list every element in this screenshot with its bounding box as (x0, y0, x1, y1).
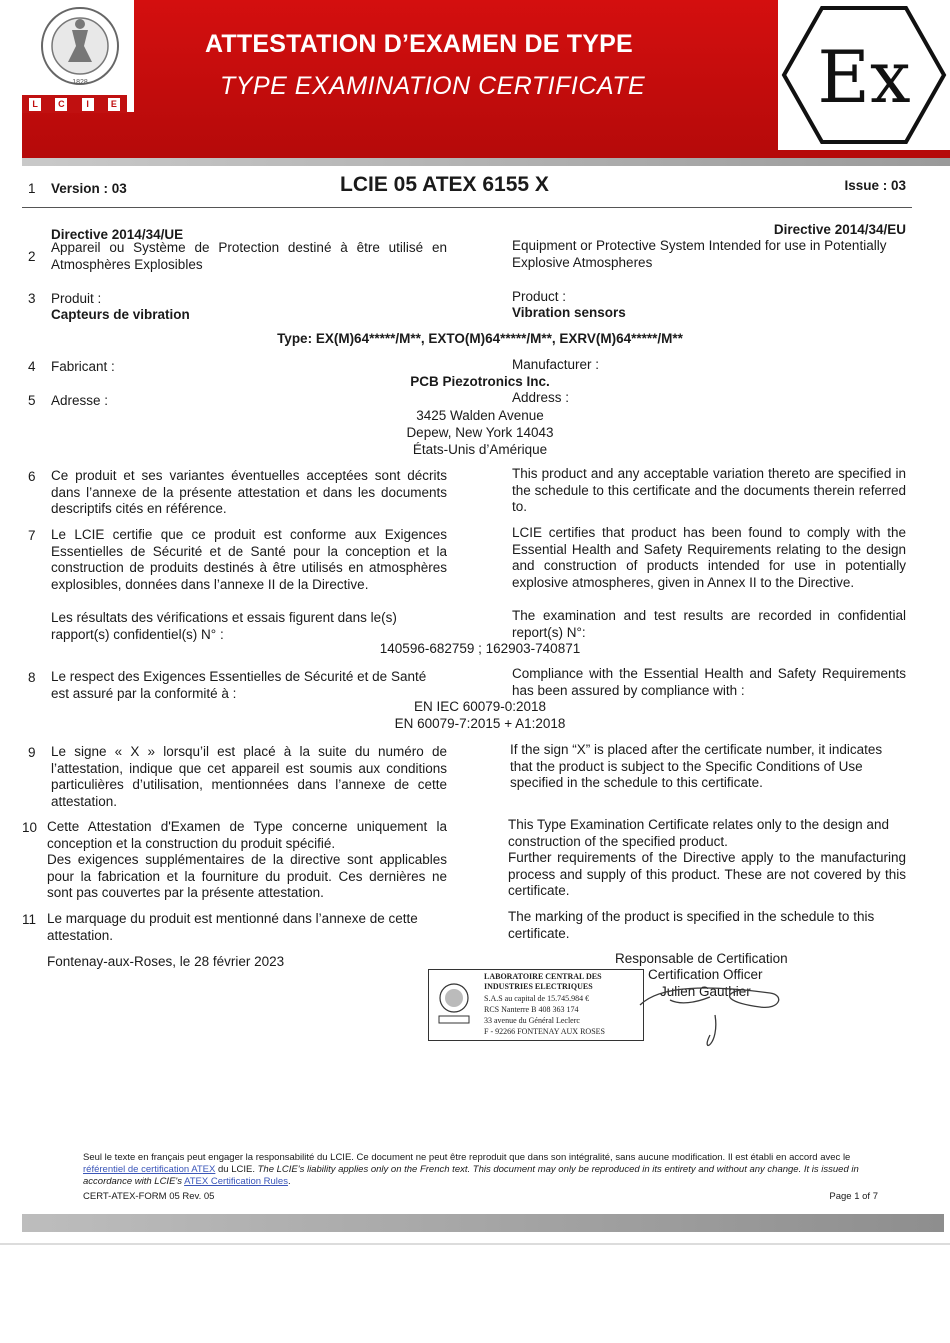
lcie-letter: L (29, 98, 41, 111)
section-number: 4 (28, 359, 36, 374)
stamp-logo-icon (437, 980, 471, 1024)
product-label-en: Product : (512, 289, 567, 304)
stamp-line: LABORATOIRE CENTRAL DES (484, 972, 602, 981)
address-line: Depew, New York 14043 (406, 425, 554, 440)
footer-text-fr: Seul le texte en français peut engager la responsabilité du LCIE. Ce document ne peut être reproduit que dans son intégralité, sans aucune modification. Il est établi en accord avec le (83, 1152, 851, 1163)
company-stamp (428, 969, 644, 1041)
s7-text-en: LCIE certifies that product has been found to comply with the Essential Health and Safety Requirements relating to the design and construction of products intended for use in potentially explosive atmospheres, given in Annex II to the Directive. (512, 525, 906, 590)
s10-text-fr: Cette Attestation d'Examen de Type concerne uniquement la conception et la construction du produit spécifié. (47, 819, 447, 851)
certificate-number: LCIE 05 ATEX 6155 X (340, 173, 549, 196)
product-value-en: Vibration sensors (512, 305, 626, 320)
atex-referential-link[interactable]: référentiel de certification ATEX (83, 1164, 216, 1175)
version: Version : 03 (51, 181, 127, 196)
s9-text-en: If the sign “X” is placed after the certificate number, it indicates that the product is subject to the Specific Conditions of Use specified in the schedule to this certificate. (510, 742, 883, 790)
section-number: 3 (28, 291, 36, 306)
stamp-line: RCS Nanterre B 408 363 174 (484, 1005, 579, 1014)
s2-text-fr: Appareil ou Système de Protection destiné à être utilisé en Atmosphères Explosibles (51, 240, 447, 272)
ex-hexagon-icon (778, 0, 950, 150)
footer-disclaimer (83, 1152, 878, 1188)
divider (22, 207, 912, 208)
s10-text-en-2: Further requirements of the Directive apply to the manufacturing process and supply of this product. These are not covered by this certificate. (508, 850, 906, 898)
title-french: ATTESTATION D’EXAMEN DE TYPE (205, 30, 633, 58)
manufacturer-name: PCB Piezotronics Inc. (410, 374, 550, 389)
s8-text-en: Compliance with the Essential Health and Safety Requirements has been assured by compliance with : (512, 666, 906, 698)
section-number: 8 (28, 670, 36, 685)
footer-text-en-end: . (287, 1176, 291, 1187)
footer-text-fr-end: du LCIE. (218, 1164, 255, 1175)
directive-fr: Directive 2014/34/UE (51, 227, 184, 242)
address-line: 3425 Walden Avenue (416, 408, 544, 423)
product-type: Type: EX(M)64*****/M**, EXTO(M)64*****/M**, EXRV(M)64*****/M** (277, 331, 683, 346)
footer-text-en: The LCIE's liability applies only on the French text. This document may only be reproduced in its entirety and without any change. It is issued in accordance with LCIE's (83, 1164, 859, 1187)
lcie-letter: E (108, 98, 120, 111)
s11-text-en: The marking of the product is specified in the schedule to this certificate. (508, 909, 875, 941)
manufacturer-label-fr: Fabricant : (51, 359, 115, 374)
form-reference: CERT-ATEX-FORM 05 Rev. 05 (83, 1191, 215, 1202)
title-english: TYPE EXAMINATION CERTIFICATE (220, 72, 646, 100)
place-date: Fontenay-aux-Roses, le 28 février 2023 (47, 954, 285, 969)
ex-symbol: Ex (817, 35, 911, 119)
s10-text-fr-2: Des exigences supplémentaires de la directive sont applicables pour la fabrication et la fourniture du produit. Ces dernières ne sont pas couvertes par la présente attestation. (47, 852, 447, 900)
s11-text-fr: Le marquage du produit est mentionné dans l’annexe de cette attestation. (47, 911, 418, 943)
manufacturer-label-en: Manufacturer : (512, 357, 600, 372)
officer-name: Julien Gauthier (660, 984, 751, 999)
s8-text-fr: Le respect des Exigences Essentielles de Sécurité et de Santé est assuré par la conformité à : (51, 669, 427, 701)
page-edge (0, 1243, 950, 1245)
stamp-line: S.A.S au capital de 15.745.984 € (484, 994, 590, 1003)
section-number: 2 (28, 249, 36, 264)
ex-mark (778, 0, 950, 150)
s2-text-en: Equipment or Protective System Intended for use in Potentially Explosive Atmospheres (512, 238, 887, 270)
section-number: 1 (28, 181, 36, 196)
section-number: 5 (28, 393, 36, 408)
s9-text-fr: Le signe « X » lorsqu’il est placé à la suite du numéro de l’attestation, indique que cet appareil est soumis aux conditions particulières d’utilisation, mentionnées dans l’annexe de cette attestation. (51, 744, 447, 809)
page-number: Page 1 of 7 (829, 1191, 878, 1202)
section-number: 7 (28, 528, 36, 543)
standard: EN IEC 60079-0:2018 (413, 699, 547, 714)
svg-text:1828: 1828 (72, 79, 88, 86)
issue: Issue : 03 (844, 178, 906, 193)
s7-text-en-2: The examination and test results are recorded in confidential report(s) N°: (512, 608, 906, 640)
report-numbers: 140596-682759 ; 162903-740871 (379, 641, 581, 656)
s6-text-en: This product and any acceptable variation thereto are specified in the schedule to this certificate and the documents therein referred to. (512, 466, 906, 514)
address-label-en: Address : (512, 390, 570, 405)
lcie-bar (22, 95, 127, 113)
directive-en: Directive 2014/34/EU (773, 222, 906, 237)
s10-text-en: This Type Examination Certificate relates only to the design and construction of the specified product. (508, 817, 889, 849)
s7-text-fr-2: Les résultats des vérifications et essais figurent dans le(s) rapport(s) confidentiel(s) N° : (51, 610, 397, 642)
product-value-fr: Capteurs de vibration (51, 307, 190, 322)
stamp-line: INDUSTRIES ELECTRIQUES (484, 982, 593, 991)
atex-rules-link[interactable]: ATEX Certification Rules (184, 1176, 288, 1187)
role-fr: Responsable de Certification (615, 951, 788, 966)
section-number: 11 (22, 912, 37, 927)
lcie-letter: I (82, 98, 94, 111)
address-line: États-Unis d’Amérique (412, 442, 548, 457)
section-number: 10 (22, 820, 38, 835)
bureau-veritas-seal-icon (22, 0, 134, 96)
s7-text-fr: Le LCIE certifie que ce produit est conforme aux Exigences Essentielles de Sécurité et de Santé pour la conception et la construction de produits destinés à être utilisés en atmosphères explosibles, données dans l’annexe II de la Directive. (51, 527, 447, 592)
s6-text-fr: Ce produit et ses variantes éventuelles acceptées sont décrits dans l’annexe de la présente attestation et dans les documents descriptifs cités en référence. (51, 468, 447, 516)
address-label-fr: Adresse : (51, 393, 109, 408)
product-label-fr: Produit : (51, 291, 102, 306)
stamp-line: 33 avenue du Général Leclerc (484, 1016, 580, 1025)
footer-band (22, 1214, 944, 1232)
section-number: 6 (28, 469, 36, 484)
section-number: 9 (28, 745, 36, 760)
role-en: Certification Officer (648, 967, 763, 982)
stamp-line: F - 92266 FONTENAY AUX ROSES (484, 1027, 605, 1036)
handwritten-signature-icon (620, 975, 800, 1055)
standard: EN 60079-7:2015 + A1:2018 (394, 716, 566, 731)
lcie-letter: C (55, 98, 67, 111)
